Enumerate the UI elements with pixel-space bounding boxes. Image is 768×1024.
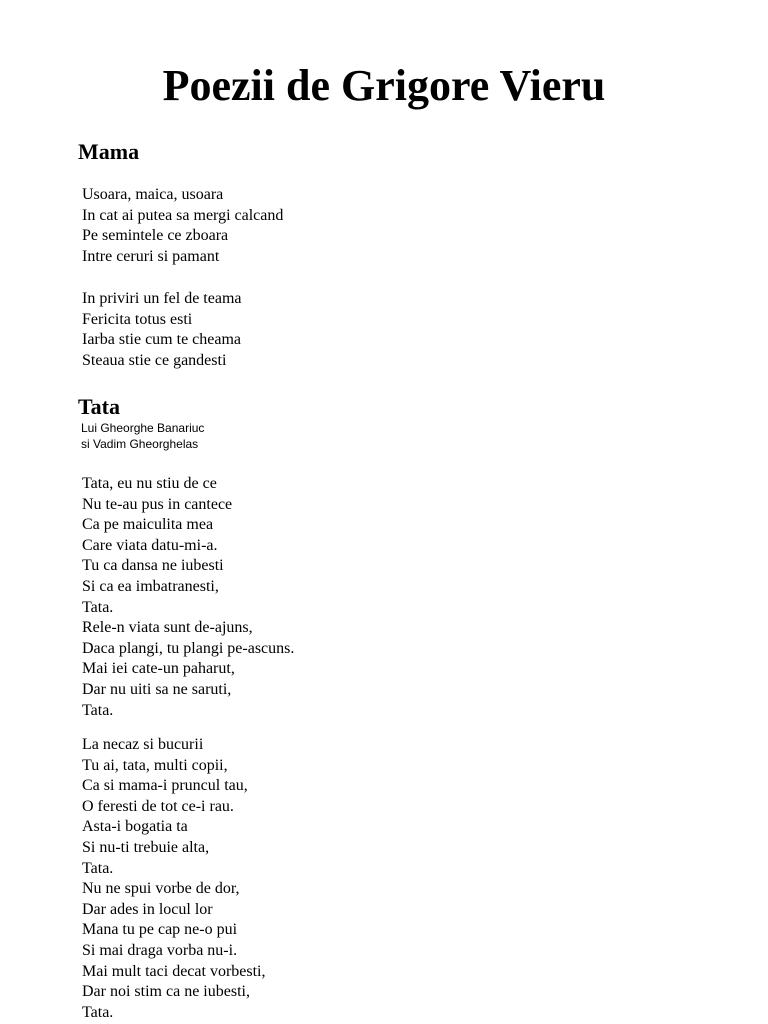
verse-line: Ca pe maiculita mea	[82, 516, 214, 534]
verse-line: Daca plangi, tu plangi pe-ascuns.	[82, 639, 295, 657]
verse-line: Steaua stie ce gandesti	[82, 351, 227, 369]
verse-line: Rele-n viata sunt de-ajuns,	[82, 619, 253, 637]
verse-line: Care viata datu-mi-a.	[82, 536, 218, 554]
verse-line: Dar noi stim ca ne iubesti,	[82, 983, 250, 1001]
poem-tata-stanza-2	[82, 735, 266, 1023]
poem-mama-stanza-1	[82, 185, 283, 267]
verse-line: Tata.	[82, 598, 114, 616]
verse-line: Iarba stie cum te cheama	[82, 331, 242, 349]
verse-line: Nu ne spui vorbe de dor,	[82, 880, 240, 898]
verse-line: Tata.	[82, 859, 114, 877]
verse-line: Pe semintele ce zboara	[82, 227, 229, 245]
verse-line: Mai mult taci decat vorbesti,	[82, 962, 266, 980]
verse-line: Mana tu pe cap ne-o pui	[82, 921, 238, 939]
verse-line: Dar nu uiti sa ne saruti,	[82, 680, 232, 698]
verse-line: Usoara, maica, usoara	[82, 186, 224, 203]
verse-line: Tu ca dansa ne iubesti	[82, 557, 224, 575]
verse-line: Tu ai, tata, multi copii,	[82, 756, 228, 774]
verse-line: La necaz si bucurii	[82, 736, 204, 753]
verse-line: Dar ades in locul lor	[82, 900, 213, 918]
dedication-line: Lui Gheorghe Banariuc	[81, 421, 205, 435]
dedication-line: si Vadim Gheorghelas	[81, 437, 199, 451]
poem-dedication	[81, 420, 204, 452]
verse-line: Nu te-au pus in cantece	[82, 495, 233, 513]
verse-line: Tata.	[82, 1003, 114, 1021]
poem-title-tata: Tata	[78, 394, 120, 419]
verse-line: O feresti de tot ce-i rau.	[82, 797, 234, 815]
poem-tata-stanza-1	[82, 474, 294, 721]
verse-line: Intre ceruri si pamant	[82, 247, 220, 265]
verse-line: Tata.	[82, 701, 114, 719]
verse-line: Tata, eu nu stiu de ce	[82, 475, 217, 492]
verse-line: In priviri un fel de teama	[82, 290, 242, 307]
verse-line: Ca si mama-i pruncul tau,	[82, 777, 248, 795]
verse-line: Mai iei cate-un paharut,	[82, 660, 235, 678]
poem-mama-stanza-2	[82, 289, 242, 371]
verse-line: Asta-i bogatia ta	[82, 818, 188, 836]
verse-line: Fericita totus esti	[82, 310, 193, 328]
verse-line: Si ca ea imbatranesti,	[82, 577, 219, 595]
poem-title-mama: Mama	[78, 139, 140, 164]
verse-line: Si mai draga vorba nu-i.	[82, 941, 238, 959]
document-title: Poezii de Grigore Vieru	[162, 61, 606, 110]
verse-line: Si nu-ti trebuie alta,	[82, 838, 210, 856]
verse-line: In cat ai putea sa mergi calcand	[82, 206, 284, 224]
